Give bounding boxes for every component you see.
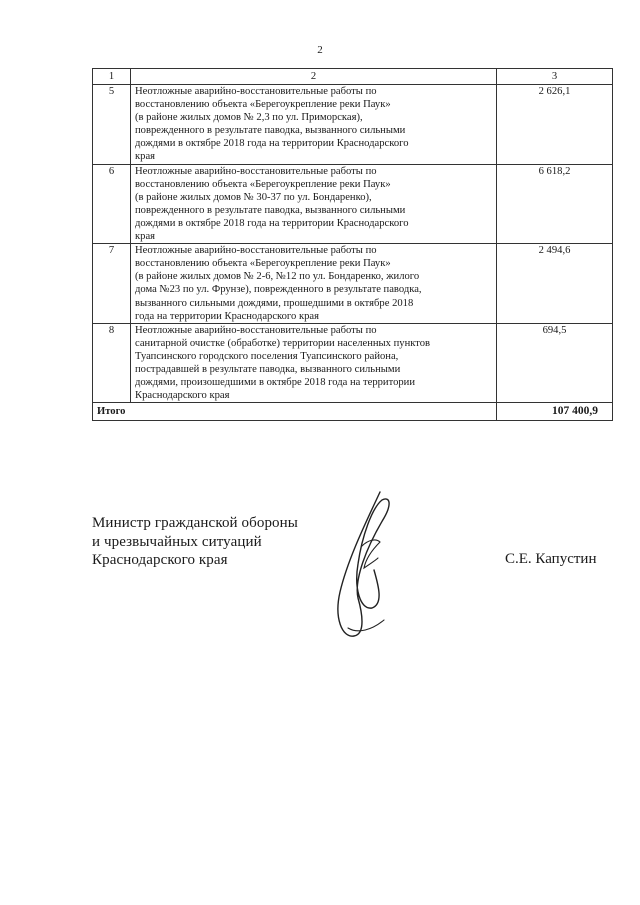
description-line: Неотложные аварийно-восстановительные работы по: [135, 324, 377, 336]
description-line: пострадавшей в результате паводка, вызванного сильными: [135, 363, 401, 375]
table-row: [93, 323, 613, 403]
row-amount: 6 618,2: [497, 164, 613, 244]
row-description: [131, 85, 497, 165]
description-line: Краснодарского края: [135, 390, 230, 402]
description-line: Неотложные аварийно-восстановительные работы по: [135, 165, 377, 177]
row-description: [131, 323, 497, 403]
table-row: [93, 164, 613, 244]
description-line: санитарной очистке (обработке) территории населенных пунктов: [135, 337, 431, 349]
total-row: [93, 403, 613, 421]
handwritten-signature: [318, 488, 408, 643]
works-table: [92, 68, 613, 421]
signatory-position-line: Краснодарского края: [92, 552, 228, 568]
description-line: дома №23 по ул. Фрунзе), поврежденного в результате паводка,: [135, 284, 422, 296]
row-number: 6: [93, 164, 131, 244]
column-header-number: 1: [93, 69, 131, 85]
description-line: восстановлению объекта «Берегоукрепление реки Паук»: [135, 178, 391, 190]
row-amount: 694,5: [497, 323, 613, 403]
description-line: дождями в октябре 2018 года на территории Краснодарского: [135, 138, 409, 150]
description-line: дождями в октябре 2018 года на территории Краснодарского: [135, 217, 409, 229]
description-line: края: [135, 151, 156, 163]
description-line: поврежденного в результате паводка, вызванного сильными: [135, 125, 406, 137]
row-amount: 2 626,1: [497, 85, 613, 165]
description-line: вызванного сильными дождями, прошедшими в октябре 2018: [135, 297, 414, 309]
column-header-amount: 3: [497, 69, 613, 85]
table-header-row: [93, 69, 613, 85]
page-number: 2: [317, 44, 323, 56]
row-description: [131, 164, 497, 244]
row-amount: 2 494,6: [497, 244, 613, 324]
row-number: 5: [93, 85, 131, 165]
description-line: (в районе жилых домов № 30-37 по ул. Бондаренко),: [135, 191, 372, 203]
signatory-position: [92, 514, 298, 570]
description-line: Неотложные аварийно-восстановительные работы по: [135, 245, 377, 257]
total-value: 107 400,9: [497, 403, 613, 421]
column-header-description: 2: [131, 69, 497, 85]
description-line: восстановлению объекта «Берегоукрепление реки Паук»: [135, 258, 391, 270]
row-number: 8: [93, 323, 131, 403]
table-row: [93, 244, 613, 324]
description-line: восстановлению объекта «Берегоукрепление реки Паук»: [135, 99, 391, 111]
description-line: Туапсинского городского поселения Туапсинского района,: [135, 350, 399, 362]
description-line: (в районе жилых домов № 2-6, №12 по ул. Бондаренко, жилого: [135, 271, 420, 283]
row-description: [131, 244, 497, 324]
description-line: (в районе жилых домов № 2,3 по ул. Приморская),: [135, 112, 363, 124]
row-number: 7: [93, 244, 131, 324]
table-row: [93, 85, 613, 165]
total-label: Итого: [93, 403, 497, 421]
description-line: поврежденного в результате паводка, вызванного сильными: [135, 204, 406, 216]
signatory-position-line: Министр гражданской обороны: [92, 515, 298, 531]
description-line: Неотложные аварийно-восстановительные работы по: [135, 86, 377, 97]
signatory-position-line: и чрезвычайных ситуаций: [92, 533, 262, 550]
description-line: края: [135, 231, 156, 243]
signatory-name: С.Е. Капустин: [505, 551, 597, 567]
description-line: года на территории Краснодарского края: [135, 310, 319, 322]
description-line: дождями, произошедшими в октябре 2018 года на территории: [135, 377, 416, 389]
